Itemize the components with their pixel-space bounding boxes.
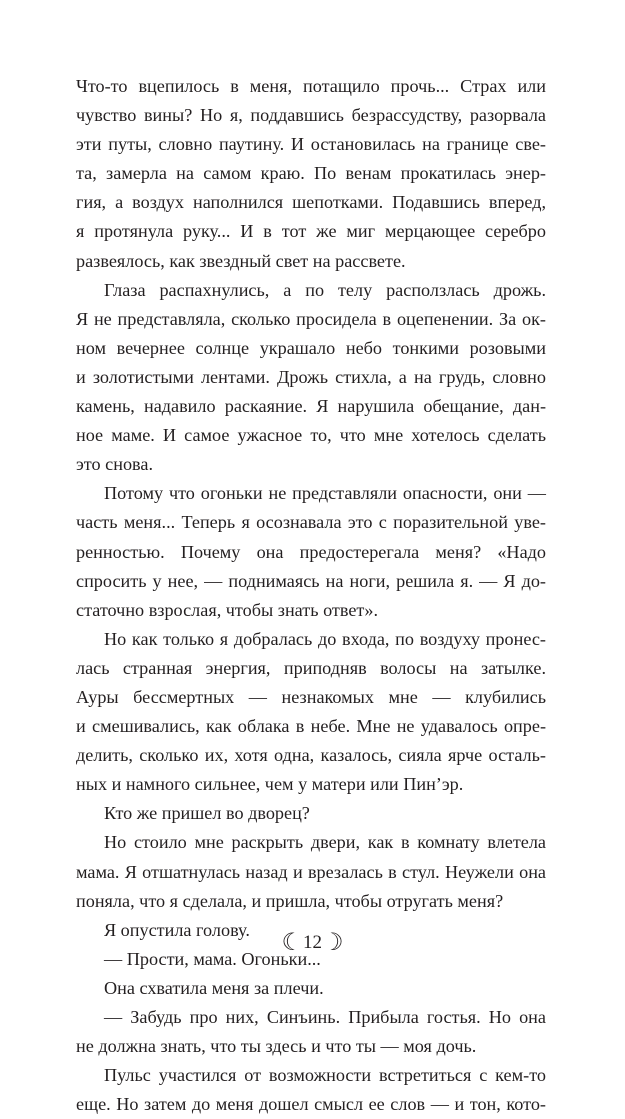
paragraph [76, 828, 546, 915]
text-line: Но стоило мне раскрыть двери, как в комнату влетела [104, 832, 546, 853]
text-line: Я опустила голову. [104, 919, 250, 940]
text-line: камень, надавило раскаяние. Я нарушила обещание, дан- [76, 396, 546, 417]
text-line: та, замерла на самом краю. По венам прокатилась энер- [76, 163, 546, 184]
paragraph [76, 276, 546, 480]
paragraph [76, 479, 546, 624]
text-line: эти путы, словно паутину. И остановилась на границе све- [76, 134, 546, 155]
text-line: это снова. [76, 454, 154, 475]
text-line: Она схватила меня за плечи. [104, 977, 324, 998]
text-line: Я не представляла, сколько просидела в оцепенении. За ок- [76, 308, 546, 329]
text-line: ном вечернее солнце украшало небо тонкими розовыми [76, 337, 546, 358]
text-line: делить, сколько их, хотя одна, казалось, сияла ярче осталь- [76, 745, 546, 766]
text-line: мама. Я отшатнулась назад и врезалась в стул. Неужели она [76, 861, 546, 882]
crescent-left-icon: ☾ [281, 930, 303, 956]
paragraph [76, 1003, 546, 1061]
text-line: развеялось, как звездный свет на рассвете. [76, 250, 406, 271]
text-line: Глаза распахнулись, а по телу расползлась дрожь. [104, 279, 546, 300]
page-number [0, 932, 625, 954]
text-line: и золотистыми лентами. Дрожь стихла, а на грудь, словно [76, 366, 546, 387]
page-number-value: 12 [303, 932, 322, 953]
text-line: ренностью. Почему она предостерегала меня? «Надо [76, 541, 546, 562]
text-line: гия, а воздух наполнился шепотками. Подавшись вперед, [76, 192, 546, 213]
text-line: Но как только я добралась до входа, по воздуху пронес- [104, 628, 546, 649]
text-line: ных и намного сильнее, чем у матери или Пин’эр. [76, 774, 464, 795]
text-line: часть меня... Теперь я осознавала это с поразительной уве- [76, 512, 546, 533]
text-line: не должна знать, что ты здесь и что ты — моя дочь. [76, 1036, 477, 1057]
crescent-right-icon: ☽ [322, 930, 344, 956]
paragraph [76, 1061, 546, 1119]
text-line: статочно взрослая, чтобы знать ответ». [76, 599, 379, 620]
text-line: Потому что огоньки не представляли опасности, они — [104, 483, 546, 504]
text-line: Что-то вцепилось в меня, потащило прочь... Страх или [76, 76, 546, 96]
text-line: чувство вины? Но я, поддавшись безрассудству, разорвала [76, 105, 546, 126]
text-line: и смешивались, как облака в небе. Мне не удавалось опре- [76, 716, 546, 737]
text-line: поняла, что я сделала, и пришла, чтобы отругать меня? [76, 890, 504, 911]
text-line: Кто же пришел во дворец? [104, 803, 310, 824]
text-line: Пульс участился от возможности встретиться с кем-то [104, 1065, 546, 1086]
text-line: — Прости, мама. Огоньки... [104, 948, 321, 969]
paragraph [76, 72, 546, 276]
body-text [76, 72, 546, 1119]
paragraph [76, 799, 546, 828]
paragraph [76, 625, 546, 800]
text-line: спросить у нее, — поднимаясь на ноги, решила я. — Я до- [76, 570, 546, 591]
text-line: еще. Но затем до меня дошел смысл ее слов — и тон, кото- [76, 1094, 546, 1115]
text-line: ное маме. И самое ужасное то, что мне хотелось сделать [76, 425, 546, 446]
paragraph [76, 974, 546, 1003]
text-line: — Забудь про них, Синъинь. Прибыла гостья. Но она [104, 1007, 546, 1027]
text-line: я протянула руку... И в тот же миг мерцающее серебро [76, 221, 546, 242]
text-line: лась странная энергия, приподняв волосы на затылке. [76, 657, 546, 678]
text-line: Ауры бессмертных — незнакомых мне — клубились [76, 686, 546, 707]
